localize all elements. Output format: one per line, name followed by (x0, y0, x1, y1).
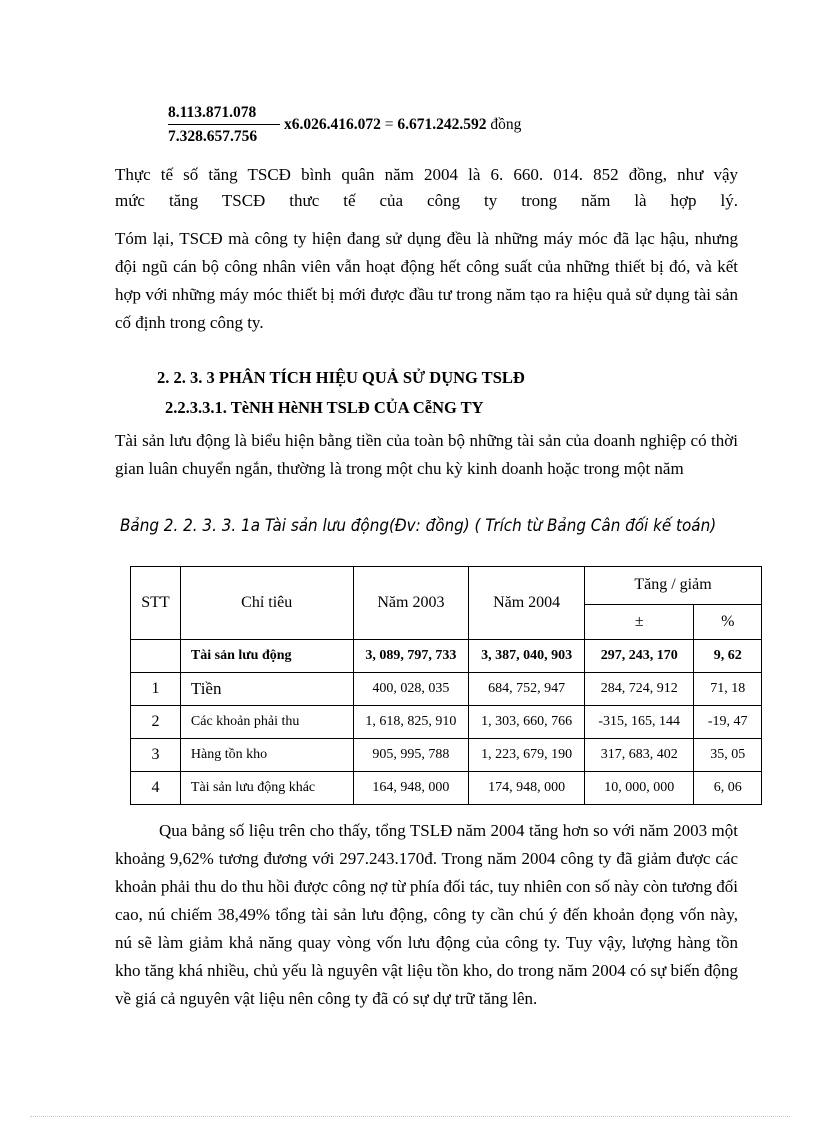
cell-pct: 71, 18 (694, 673, 762, 706)
header-change: Tăng / giảm (584, 567, 761, 605)
subsection-heading: 2.2.3.3.1. TèNH HèNH TSLĐ CỦA CễNG TY (165, 398, 484, 417)
cell-abs: 317, 683, 402 (584, 739, 694, 772)
formula-unit: đồng (490, 116, 522, 133)
cell-2003: 3, 089, 797, 733 (353, 640, 469, 673)
cell-2003: 400, 028, 035 (353, 673, 469, 706)
cell-pct: -19, 47 (694, 706, 762, 739)
table-row (131, 673, 762, 706)
header-2003: Năm 2003 (353, 567, 469, 640)
cell-pct: 35, 05 (694, 739, 762, 772)
table-caption: Bảng 2. 2. 3. 3. 1a Tài sản lưu động(Đv: đồng) ( Trích từ Bảng Cân đối kế toán) (120, 516, 717, 535)
cell-name: Tiền (180, 673, 353, 706)
table-row (131, 772, 762, 805)
header-abs: ± (584, 604, 694, 640)
cell-abs: 284, 724, 912 (584, 673, 694, 706)
cell-name: Tài sản lưu động khác (180, 772, 353, 805)
header-pct: % (694, 604, 762, 640)
header-stt: STT (131, 567, 181, 640)
cell-pct: 9, 62 (694, 640, 762, 673)
cell-abs: 10, 000, 000 (584, 772, 694, 805)
cell-stt (131, 640, 181, 673)
formula-denominator: 7.328.657.756 (168, 128, 258, 145)
fraction-bar (168, 124, 280, 125)
cell-2004: 174, 948, 000 (469, 772, 585, 805)
formula-multiplier: x6.026.416.072 (284, 116, 381, 133)
formula-fraction (168, 104, 280, 146)
table-header-row (131, 567, 762, 605)
paragraph-analysis: Qua bảng số liệu trên cho thấy, tổng TSLĐ năm 2004 tăng hơn so với năm 2003 một khoảng 9,62% tương đương với 297.243.170đ. Trong năm 2004 công ty đã giảm được các khoản phải thu do thu hồi được công nợ từ phía đối tác, tuy nhiên con số này còn tương đối cao, nú chiếm 38,49% tổng tài sản lưu động, công ty cần chú ý đến khoản đọng vốn này, nú sẽ làm giảm khả năng quay vòng vốn lưu động của công ty. Tuy vậy, lượng hàng tồn kho tăng khá nhiều, chủ yếu là nguyên vật liệu tồn kho, do trong năm 2004 có sự biến động về giá cả nguyên vật liệu nên công ty đã có sự dự trữ tăng lên. (115, 821, 738, 1008)
current-assets-table (130, 566, 762, 805)
formula-result: 6.671.242.592 (397, 116, 487, 133)
paragraph-line: Thực tế số tăng TSCĐ bình quân năm 2004 là 6. 660. 014. 852 đồng, như vậy (115, 165, 738, 184)
cell-2004: 3, 387, 040, 903 (469, 640, 585, 673)
cell-abs: -315, 165, 144 (584, 706, 694, 739)
cell-2003: 905, 995, 788 (353, 739, 469, 772)
table-row (131, 739, 762, 772)
section-heading: 2. 2. 3. 3 PHÂN TÍCH HIỆU QUẢ SỬ DỤNG TSLĐ (157, 368, 525, 387)
cell-pct: 6, 06 (694, 772, 762, 805)
formula-numerator: 8.113.871.078 (168, 104, 257, 121)
cell-2004: 1, 223, 679, 190 (469, 739, 585, 772)
page-bottom-divider (30, 1116, 790, 1117)
cell-stt: 2 (131, 706, 181, 739)
header-2004: Năm 2004 (469, 567, 585, 640)
cell-stt: 4 (131, 772, 181, 805)
cell-2003: 1, 618, 825, 910 (353, 706, 469, 739)
cell-name: Tài sản lưu động (180, 640, 353, 673)
cell-2004: 684, 752, 947 (469, 673, 585, 706)
formula-equals: = (380, 116, 398, 133)
table-row-total (131, 640, 762, 673)
table-row (131, 706, 762, 739)
cell-stt: 3 (131, 739, 181, 772)
header-name: Chỉ tiêu (180, 567, 353, 640)
paragraph-definition: Tài sản lưu động là biểu hiện bằng tiền của toàn bộ những tài sản của doanh nghiệp có thời gian luân chuyển ngắn, thường là trong một chu kỳ kinh doanh hoặc trong một năm (115, 431, 738, 478)
cell-name: Các khoản phải thu (180, 706, 353, 739)
cell-name: Hàng tồn kho (180, 739, 353, 772)
paragraph-summary: Tóm lại, TSCĐ mà công ty hiện đang sử dụng đều là những máy móc đã lạc hậu, nhưng đội ngũ cán bộ công nhân viên vẫn hoạt động hết công suất của những thiết bị đó, và kết hợp với những máy móc thiết bị mới được đầu tư trong năm tạo ra hiệu quả sử dụng tài sản cố định trong công ty. (115, 229, 738, 332)
cell-stt: 1 (131, 673, 181, 706)
cell-2003: 164, 948, 000 (353, 772, 469, 805)
paragraph-line: mức tăng TSCĐ thưc tế của công ty trong năm là hợp lý. (115, 191, 738, 210)
cell-2004: 1, 303, 660, 766 (469, 706, 585, 739)
formula-rest (284, 116, 521, 134)
cell-abs: 297, 243, 170 (584, 640, 694, 673)
